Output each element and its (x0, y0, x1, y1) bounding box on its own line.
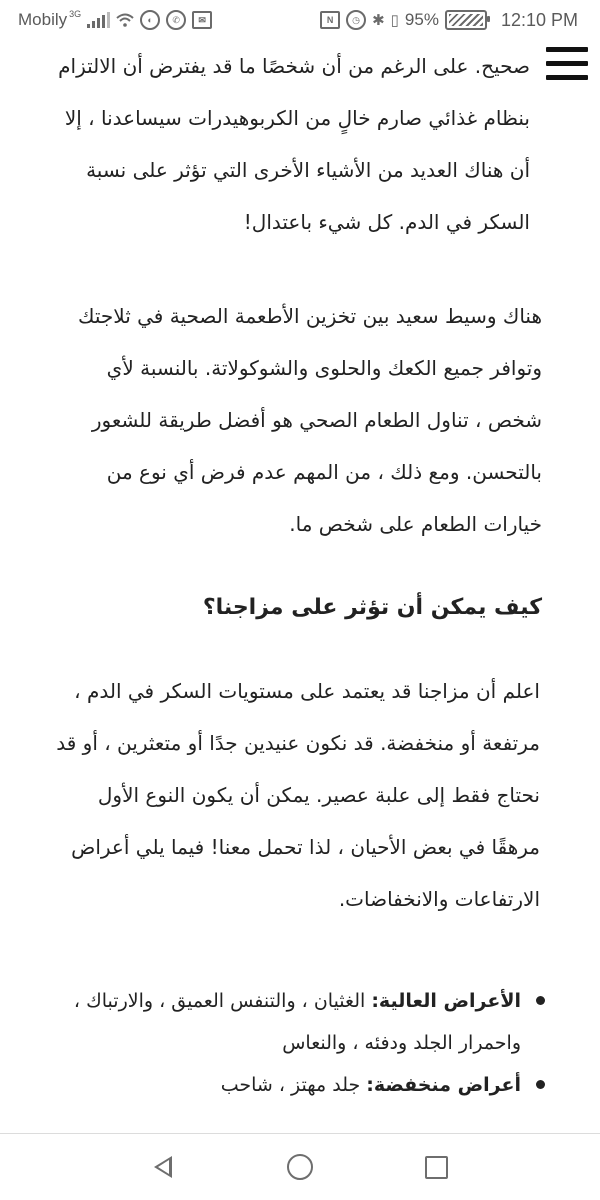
battery-percent: 95% (404, 10, 439, 29)
back-icon (154, 1156, 172, 1178)
clock: 12:10 PM (500, 9, 578, 30)
status-right (320, 10, 600, 31)
list-item-text: الغثيان ، والتنفس العميق ، والارتباك ، واحمرار الجلد ودفئه ، والنعاس (73, 990, 521, 1054)
list-item-text: جلد مهتز ، شاحب (220, 1074, 367, 1096)
menu-bar (546, 75, 588, 80)
paragraph: اعلم أن مزاجنا قد يعتمد على مستويات السكر في الدم ، مرتفعة أو منخفضة. قد نكون عنيدين جدًا أو متعثرين ، أو قد نحتاج فقط إلى علبة عصير. يمكن أن يكون النوع الأول مرهقًا في بعض الأحيان ، لذا تحمل معنا! فيما يلي أعراض الارتفاعات والانخفاضات. (56, 679, 540, 911)
menu-icon[interactable] (546, 47, 588, 89)
status-left (0, 10, 212, 30)
nfc-icon: N (320, 11, 340, 29)
paragraph: صحيح. على الرغم من أن شخصًا ما قد يفترض أن الالتزام بنظام غذائي صارم خالٍ من الكربوهيدرات سيساعدنا ، إلا أن هناك العديد من الأشياء الأخرى التي تؤثر على نسبة السكر في الدم. كل شيء باعتدال! (58, 54, 530, 234)
navigation-bar (0, 1134, 600, 1200)
carrier-label: Mobily (18, 10, 68, 29)
paragraph: هناك وسيط سعيد بين تخزين الأطعمة الصحية في ثلاجتك وتوافر جميع الكعك والحلوى والشوكولاتة. بالنسبة لأي شخص ، تناول الطعام الصحي هو أفضل طريقة للشعور بالتحسن. ومع ذلك ، من المهم عدم فرض أي نوع من خيارات الطعام على شخص ما. (78, 304, 542, 536)
home-button[interactable] (280, 1147, 320, 1187)
home-icon (287, 1154, 313, 1180)
alarm-icon: ◷ (346, 10, 366, 30)
whatsapp-icon: ✆ (166, 10, 186, 30)
menu-bar (546, 47, 588, 52)
menu-bar (546, 61, 588, 66)
section-heading: كيف يمكن أن تؤثر على مزاجنا؟ (202, 595, 542, 620)
list-item (31, 980, 521, 1064)
do-not-disturb-icon: ◐ (140, 10, 160, 30)
battery-icon (445, 10, 487, 30)
wifi-icon (116, 13, 134, 27)
article-body (0, 40, 600, 1130)
signal-icon (87, 12, 110, 28)
list-item-label: الأعراض العالية: (371, 990, 521, 1012)
recents-icon (425, 1156, 448, 1179)
symptoms-list (31, 980, 545, 1106)
list-item-label: أعراض منخفضة: (366, 1074, 521, 1096)
recents-button[interactable] (417, 1147, 457, 1187)
vibrate-icon: ▯ (390, 12, 399, 29)
network-type-label: 3G (69, 9, 82, 19)
back-button[interactable] (143, 1147, 183, 1187)
list-item (31, 1064, 521, 1106)
bluetooth-icon: ✱ (372, 12, 385, 29)
messenger-icon: ✉ (192, 11, 212, 29)
status-bar (0, 0, 600, 40)
